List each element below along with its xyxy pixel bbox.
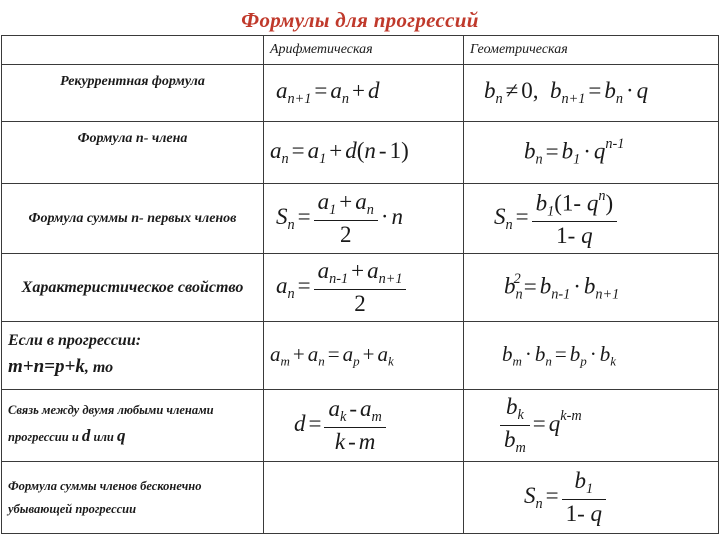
label-or: или [90, 430, 117, 445]
row-label-nth-term: Формула n- члена [2, 122, 264, 184]
label-d: d [81, 426, 91, 446]
header-arithmetic: Арифметическая [264, 36, 464, 65]
header-empty [2, 36, 264, 65]
table-row [2, 390, 719, 462]
row-label-property-mnpk [2, 322, 264, 390]
page-title: Формулы для прогрессий [241, 8, 479, 32]
label-relation-text: Связь между двумя любыми членами прогрессии и [8, 402, 214, 445]
table-row [2, 65, 719, 122]
formula-geom-recurrent: $b_n \ne 0$, $b_{n+1} = b_n \cdot q$ [464, 65, 719, 122]
formula-geom-infinite-sum: $S_n$ = $\frac{b_1}{1- q}$ [464, 462, 719, 534]
label-then: , то [84, 359, 114, 377]
formula-geom-mnpk: $b_m \cdot b_n = b_p \cdot b_k$ [464, 322, 719, 390]
label-if-in-progression: Если в прогрессии: [8, 332, 142, 350]
table-row [2, 184, 719, 254]
row-label-recurrent: Рекуррентная формула [2, 65, 264, 122]
row-label-characteristic: Характеристическое свойство [2, 254, 264, 322]
label-mnpk: m+n=p+k [8, 356, 85, 378]
formula-arith-mnpk: $a_m + a_n = a_p + a_k$ [264, 322, 464, 390]
formula-arith-infinite-empty [264, 462, 464, 534]
label-q: q [116, 426, 126, 446]
formula-geom-nth: $b_n = b_1 \cdot q^{n-1}$ [464, 122, 719, 184]
formula-arith-characteristic: $a_n$ = $\frac{a_{n-1} + a_{n+1}}{2}$ [264, 254, 464, 322]
formula-geom-relation: $\frac{b_k}{b_m}$ = $q^{k-m}$ [464, 390, 719, 462]
row-label-infinite-sum: Формула суммы членов бесконечно убывающей прогрессии [2, 462, 264, 534]
formula-geom-sum: $S_n$ = $\frac{b_1(1- q^n)}{1- q}$ [464, 184, 719, 254]
formulas-table [1, 35, 719, 534]
row-label-relation [2, 390, 264, 462]
header-row [2, 36, 719, 65]
table-row [2, 322, 719, 390]
formula-arith-recurrent: $a_{n+1} = a_n + d$ [264, 65, 464, 122]
table-row [2, 462, 719, 534]
formula-geom-characteristic: $b_n^2 = b_{n-1} \cdot b_{n+1}$ [464, 254, 719, 322]
formula-arith-nth: $a_n = a_1 + d(n - 1)$ [264, 122, 464, 184]
header-geometric: Геометрическая [464, 36, 719, 65]
table-row [2, 254, 719, 322]
table-row [2, 122, 719, 184]
formula-arith-relation: d = $\frac{a_k - a_m}{k - m}$ [264, 390, 464, 462]
formula-arith-sum: $S_n$ = $\frac{a_1 + a_n}{2}$ · n [264, 184, 464, 254]
row-label-sum: Формула суммы n- первых членов [2, 184, 264, 254]
